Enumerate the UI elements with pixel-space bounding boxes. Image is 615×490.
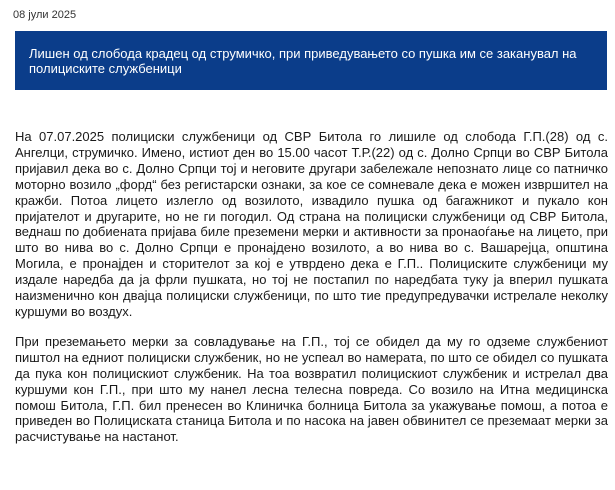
article-body xyxy=(15,129,608,459)
article-headline: Лишен од слобода крадец од струмичко, при приведувањето со пушка им се заканувал на полициските службеници xyxy=(29,46,577,76)
headline-banner xyxy=(15,31,607,90)
publish-date: 08 јули 2025 xyxy=(13,9,77,21)
article-paragraph: На 07.07.2025 полициски службеници од СВР Битола го лишиле од слобода Г.П.(28) од с. Ангелци, струмичко. Имено, истиот ден во 15.00 часот Т.Р.(22) од с. Долно Српци во СВР Битола пријавил дека во с. Долно Српци тој и неговите другари забележале непознато лице со патничко моторно возило „форд“ без регистарски ознаки, за кое се сомневале дека е можен извршител на кражби. Потоа лицето излегло од возилото, извадило пушка од багажникот и пукало кон пријателот и другарите, но не ги погодил. Од страна на полициски службеници од СВР Битола, веднаш по добиената пријава биле преземени мерки и активности за пронаоѓање на лицето, при што во нива во с. Долно Српци е пронајдено возилото, а во нива во с. Вашарејца, општина Могила, е пронајден и сторителот за кој е утврдено дека е Г.П.. Полициските службеници му издале наредба да ја фрли пушката, но тој не постапил по наредбата туку ја вперил пушката наизменично кон двајца полициски службеници, по што тие предупредувачки истрелале неколку куршуми во воздух. xyxy=(15,129,608,319)
article-paragraph: При преземањето мерки за совладување на Г.П., тој се обидел да му го одземе службениот пиштол на едниот полициски службеник, но не успеал во намерата, по што се обидел со пушката да пука кон полицискиот службеник. На тоа возвратил полицискиот службеник и истрелал два куршуми кон Г.П., при што му нанел лесна телесна повреда. Со возило на Итна медицинска помош Битола, Г.П. бил пренесен во Клиничка болница Битола за укажување помош, а потоа е приведен во Полициската станица Битола и по насока на јавен обвинител се преземаат мерки за расчистување на настанот. xyxy=(15,333,608,445)
